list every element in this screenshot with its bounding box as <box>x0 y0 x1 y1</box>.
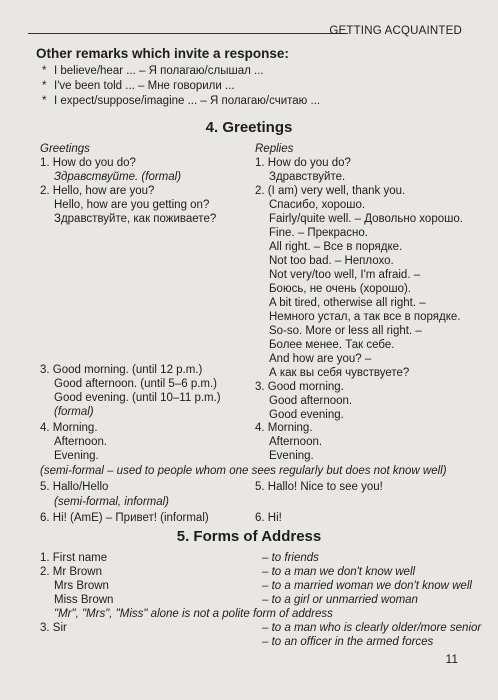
greeting-line: (semi-formal, informal) <box>54 496 170 508</box>
address-form: 1. First name <box>40 552 108 564</box>
reply-line: Not very/too well, I'm afraid. – <box>269 269 421 281</box>
reply-line: Good evening. <box>269 409 344 421</box>
page-number: 11 <box>445 652 458 666</box>
address-usage: – to a married woman we don't know well <box>262 580 472 592</box>
column-head-greetings: Greetings <box>40 143 90 155</box>
reply-line: Спасибо, хорошо. <box>269 199 366 211</box>
reply-line: Not too bad. – Неплохо. <box>269 255 394 267</box>
address-form: Mrs Brown <box>54 580 109 592</box>
greeting-line: Evening. <box>54 450 99 462</box>
greeting-line: 5. Hallo/Hello <box>40 481 109 493</box>
address-usage: – to friends <box>262 552 319 564</box>
address-usage: – to a girl or unmarried woman <box>262 594 418 606</box>
bullet-star: * <box>42 80 47 92</box>
reply-line: 5. Hallo! Nice to see you! <box>255 481 383 493</box>
reply-line: 2. (I am) very well, thank you. <box>255 185 406 197</box>
reply-line: Fine. – Прекрасно. <box>269 227 368 239</box>
greeting-line: Good afternoon. (until 5–6 p.m.) <box>54 378 218 390</box>
reply-line: Боюсь, не очень (хорошо). <box>269 283 411 295</box>
greeting-line: Здравствуйте, как поживаете? <box>54 213 217 225</box>
greeting-line: 6. Hi! (AmE) – Привет! (informal) <box>40 512 209 524</box>
reply-line: Немного устал, а так все в порядке. <box>269 311 461 323</box>
reply-line: А как вы себя чувствуете? <box>269 367 410 379</box>
section-title-greetings: 4. Greetings <box>205 119 293 136</box>
reply-line: Здравствуйте. <box>269 171 346 183</box>
remarks-title: Other remarks which invite a response: <box>36 46 289 61</box>
greeting-line: 2. Hello, how are you? <box>40 185 155 197</box>
greeting-line: Hello, how are you getting on? <box>54 199 210 211</box>
bullet-star: * <box>42 65 47 77</box>
greeting-note: (semi-formal – used to people whom one sees regularly but does not know well) <box>40 465 447 477</box>
greeting-line: Afternoon. <box>54 436 108 448</box>
greeting-line: (formal) <box>54 406 94 418</box>
reply-line: 4. Morning. <box>255 422 313 434</box>
section-title-forms-of-address: 5. Forms of Address <box>176 528 322 545</box>
greeting-line: Здравствуйте. (formal) <box>54 171 182 183</box>
reply-line: Fairly/quite well. – Довольно хорошо. <box>269 213 463 225</box>
greeting-line: Good evening. (until 10–11 p.m.) <box>54 392 221 404</box>
reply-line: Afternoon. <box>269 436 323 448</box>
greeting-line: 3. Good morning. (until 12 p.m.) <box>40 364 203 376</box>
reply-line: All right. – Все в порядке. <box>269 241 403 253</box>
reply-line: And how are you? – <box>269 353 372 365</box>
address-usage: – to a man who is clearly older/more senior <box>262 622 482 634</box>
reply-line: Good afternoon. <box>269 395 353 407</box>
reply-line: Более менее. Так себе. <box>269 339 395 351</box>
reply-line: 3. Good morning. <box>255 381 344 393</box>
remark-item: * I've been told ... – Мне говорили ... <box>42 80 235 92</box>
address-form: 2. Mr Brown <box>40 566 102 578</box>
address-note: "Mr", "Mrs", "Miss" alone is not a polite form of address <box>54 608 333 620</box>
bullet-star: * <box>42 95 47 107</box>
address-form: 3. Sir <box>40 622 67 634</box>
running-header: GETTING ACQUAINTED <box>329 25 462 37</box>
address-usage: – to an officer in the armed forces <box>262 636 434 648</box>
reply-line: So-so. More or less all right. – <box>269 325 422 337</box>
column-head-replies: Replies <box>255 143 294 155</box>
remark-item: * I believe/hear ... – Я полагаю/слышал ... <box>42 65 264 77</box>
reply-line: 6. Hi! <box>255 512 282 524</box>
reply-line: Evening. <box>269 450 314 462</box>
reply-line: 1. How do you do? <box>255 157 351 169</box>
header-rule <box>28 33 348 34</box>
reply-line: A bit tired, otherwise all right. – <box>269 297 426 309</box>
greeting-line: 4. Morning. <box>40 422 98 434</box>
address-usage: – to a man we don't know well <box>262 566 416 578</box>
remark-item: * I expect/suppose/imagine ... – Я полагаю/считаю ... <box>42 95 321 107</box>
address-form: Miss Brown <box>54 594 114 606</box>
greeting-line: 1. How do you do? <box>40 157 136 169</box>
